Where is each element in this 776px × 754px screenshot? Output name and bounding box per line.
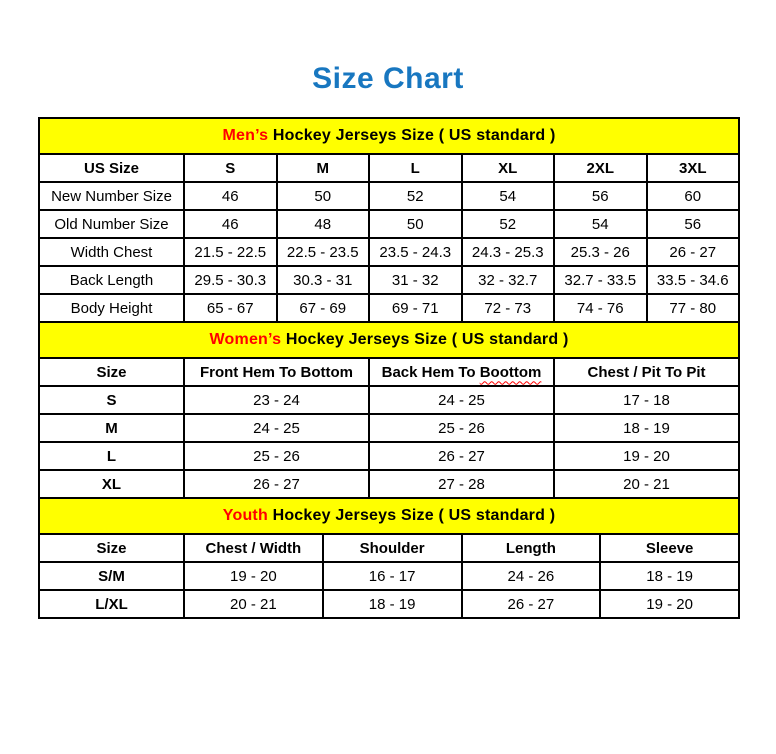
size-value-cell: 20 - 21 — [184, 590, 323, 618]
table-row — [39, 210, 739, 238]
column-header: Size — [39, 358, 184, 386]
column-header: Length — [462, 534, 601, 562]
size-value-cell: 23.5 - 24.3 — [369, 238, 462, 266]
column-header: Size — [39, 534, 184, 562]
column-header: S — [184, 154, 277, 182]
size-value-cell: 54 — [554, 210, 647, 238]
size-value-cell: 26 - 27 — [184, 470, 369, 498]
size-value-cell: 52 — [462, 210, 555, 238]
size-value-cell: 24 - 25 — [369, 386, 554, 414]
mens-banner — [39, 118, 739, 154]
row-label: Old Number Size — [39, 210, 184, 238]
womens-banner — [39, 322, 739, 358]
womens-banner-row — [39, 322, 739, 358]
size-value-cell: 72 - 73 — [462, 294, 555, 322]
size-value-cell: 46 — [184, 182, 277, 210]
table-row — [39, 266, 739, 294]
size-value-cell: 67 - 69 — [277, 294, 370, 322]
table-row — [39, 562, 739, 590]
row-label: S/M — [39, 562, 184, 590]
size-value-cell: 23 - 24 — [184, 386, 369, 414]
row-label: Width Chest — [39, 238, 184, 266]
size-value-cell: 25.3 - 26 — [554, 238, 647, 266]
banner-highlight: Youth — [222, 507, 268, 524]
size-value-cell: 24 - 26 — [462, 562, 601, 590]
row-label: L — [39, 442, 184, 470]
column-header: M — [277, 154, 370, 182]
row-label: Back Length — [39, 266, 184, 294]
column-header: Sleeve — [600, 534, 739, 562]
size-value-cell: 33.5 - 34.6 — [647, 266, 740, 294]
size-value-cell: 19 - 20 — [554, 442, 739, 470]
column-header: L — [369, 154, 462, 182]
row-label: Body Height — [39, 294, 184, 322]
size-value-cell: 24 - 25 — [184, 414, 369, 442]
column-header: XL — [462, 154, 555, 182]
column-header: US Size — [39, 154, 184, 182]
size-value-cell: 25 - 26 — [369, 414, 554, 442]
size-value-cell: 18 - 19 — [554, 414, 739, 442]
table-row — [39, 442, 739, 470]
size-value-cell: 26 - 27 — [647, 238, 740, 266]
column-header: Shoulder — [323, 534, 462, 562]
size-value-cell: 77 - 80 — [647, 294, 740, 322]
size-value-cell: 46 — [184, 210, 277, 238]
banner-text: Hockey Jerseys Size ( US standard ) — [267, 507, 556, 524]
size-value-cell: 54 — [462, 182, 555, 210]
size-value-cell: 56 — [647, 210, 740, 238]
size-value-cell: 26 - 27 — [369, 442, 554, 470]
womens-header-row — [39, 358, 739, 386]
youth-size-table — [38, 497, 740, 619]
size-value-cell: 65 - 67 — [184, 294, 277, 322]
size-value-cell: 30.3 - 31 — [277, 266, 370, 294]
page-title: Size Chart — [312, 62, 464, 95]
table-row — [39, 590, 739, 618]
row-label: L/XL — [39, 590, 184, 618]
size-tables — [38, 117, 738, 619]
row-label: S — [39, 386, 184, 414]
womens-size-table — [38, 321, 740, 499]
column-header: 3XL — [647, 154, 740, 182]
column-header: 2XL — [554, 154, 647, 182]
row-label: M — [39, 414, 184, 442]
size-value-cell: 21.5 - 22.5 — [184, 238, 277, 266]
banner-highlight: Men’s — [222, 127, 269, 144]
size-value-cell: 26 - 27 — [462, 590, 601, 618]
column-header: Chest / Width — [184, 534, 323, 562]
table-row — [39, 238, 739, 266]
size-value-cell: 31 - 32 — [369, 266, 462, 294]
banner-highlight: Women’s — [209, 331, 282, 348]
youth-banner — [39, 498, 739, 534]
mens-header-row — [39, 154, 739, 182]
size-value-cell: 74 - 76 — [554, 294, 647, 322]
banner-text: Hockey Jerseys Size ( US standard ) — [281, 331, 569, 348]
table-row — [39, 294, 739, 322]
size-value-cell: 32 - 32.7 — [462, 266, 555, 294]
size-value-cell: 29.5 - 30.3 — [184, 266, 277, 294]
misspelled-word: Boottom — [479, 363, 542, 381]
size-value-cell: 20 - 21 — [554, 470, 739, 498]
size-value-cell: 27 - 28 — [369, 470, 554, 498]
size-value-cell: 69 - 71 — [369, 294, 462, 322]
size-value-cell: 19 - 20 — [600, 590, 739, 618]
size-value-cell: 16 - 17 — [323, 562, 462, 590]
size-value-cell: 19 - 20 — [184, 562, 323, 590]
size-value-cell: 56 — [554, 182, 647, 210]
table-row — [39, 182, 739, 210]
banner-text: Hockey Jerseys Size ( US standard ) — [268, 127, 556, 144]
row-label: XL — [39, 470, 184, 498]
row-label: New Number Size — [39, 182, 184, 210]
column-header: Back Hem To Boottom — [369, 358, 554, 386]
size-value-cell: 18 - 19 — [323, 590, 462, 618]
youth-header-row — [39, 534, 739, 562]
mens-banner-row — [39, 118, 739, 154]
size-value-cell: 22.5 - 23.5 — [277, 238, 370, 266]
size-value-cell: 60 — [647, 182, 740, 210]
column-header: Chest / Pit To Pit — [554, 358, 739, 386]
size-value-cell: 24.3 - 25.3 — [462, 238, 555, 266]
table-row — [39, 386, 739, 414]
size-value-cell: 50 — [277, 182, 370, 210]
size-value-cell: 25 - 26 — [184, 442, 369, 470]
size-value-cell: 32.7 - 33.5 — [554, 266, 647, 294]
mens-size-table — [38, 117, 740, 323]
size-value-cell: 50 — [369, 210, 462, 238]
size-value-cell: 17 - 18 — [554, 386, 739, 414]
table-row — [39, 470, 739, 498]
size-value-cell: 48 — [277, 210, 370, 238]
size-value-cell: 52 — [369, 182, 462, 210]
table-row — [39, 414, 739, 442]
size-value-cell: 18 - 19 — [600, 562, 739, 590]
column-header: Front Hem To Bottom — [184, 358, 369, 386]
youth-banner-row — [39, 498, 739, 534]
